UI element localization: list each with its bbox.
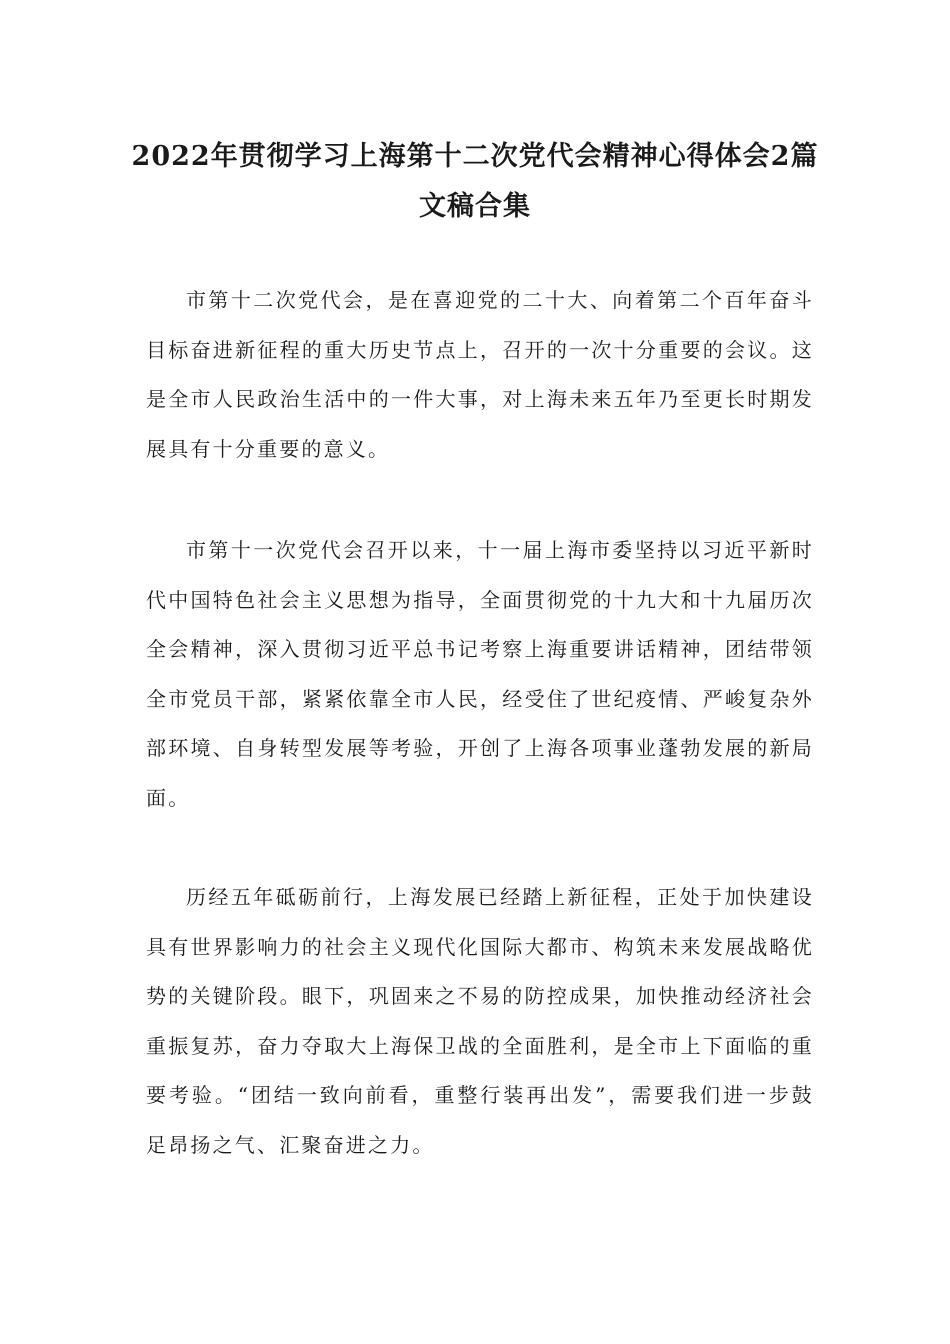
- document-title: 2022年贯彻学习上海第十二次党代会精神心得体会2篇文稿合集: [131, 141, 819, 222]
- paragraph-1: 市第十二次党代会，是在喜迎党的二十大、向着第二个百年奋斗目标奋进新征程的重大历史节点上，召开的一次十分重要的会议。这是全市人民政治生活中的一件大事，对上海未来五年乃至更长时期发展具有十分重要的意义。: [146, 288, 814, 461]
- paragraph-2: 市第十一次党代会召开以来，十一届上海市委坚持以习近平新时代中国特色社会主义思想为指导，全面贯彻党的十九大和十九届历次全会精神，深入贯彻习近平总书记考察上海重要讲话精神，团结带领全市党员干部，紧紧依靠全市人民，经受住了世纪疫情、严峻复杂外部环境、自身转型发展等考验，开创了上海各项事业蓬勃发展的新局面。: [146, 538, 814, 810]
- paragraph-3: 历经五年砥砺前行，上海发展已经踏上新征程，正处于加快建设具有世界影响力的社会主义现代化国际大都市、构筑未来发展战略优势的关键阶段。眼下，巩固来之不易的防控成果，加快推动经济社会重振复苏，奋力夺取大上海保卫战的全面胜利，是全市上下面临的重要考验。“团结一致向前看，重整行装再出发”，需要我们进一步鼓足昂扬之气、汇聚奋进之力。: [146, 885, 814, 1157]
